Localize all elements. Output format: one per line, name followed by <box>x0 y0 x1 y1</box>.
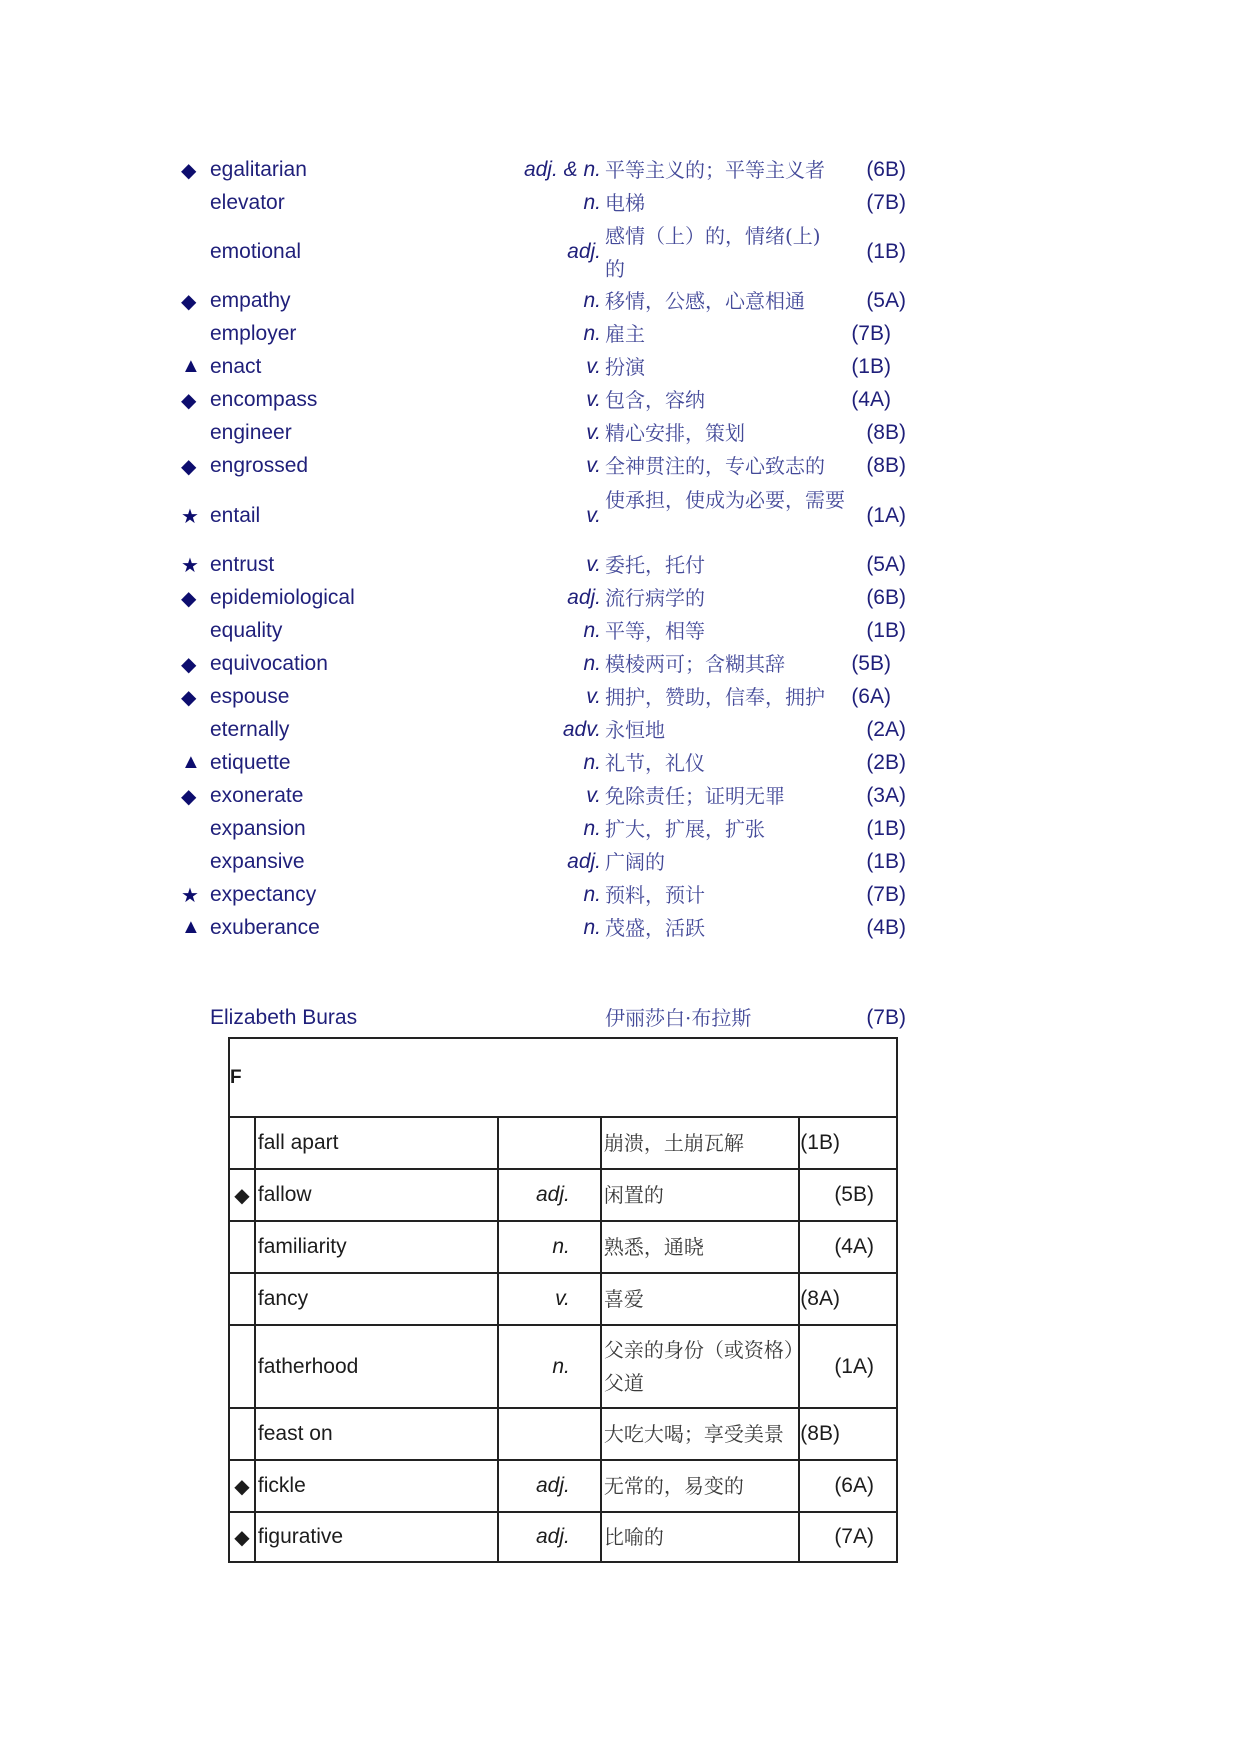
entry-pos: v. <box>586 454 601 477</box>
entry-unit: (6A) <box>799 1460 897 1512</box>
entry-pos: adj. <box>498 1169 601 1221</box>
entry-word: exuberance <box>210 916 320 939</box>
triangle-icon: ▲ <box>181 916 201 938</box>
entry-word: eternally <box>210 718 290 741</box>
entry-unit: (1B) <box>866 850 906 873</box>
entry-unit: (7B) <box>866 883 906 906</box>
entry-translation: 感情（上）的，情绪(上)的 <box>605 224 821 281</box>
entry-unit: (1A) <box>799 1325 897 1408</box>
entry-translation: 扩大，扩展，扩张 <box>605 817 765 841</box>
entry-mark <box>229 1273 255 1325</box>
proper-name-word: Elizabeth Buras <box>210 1006 358 1029</box>
diamond-icon: ◆ <box>181 390 197 412</box>
entry-word: emotional <box>210 240 302 263</box>
entry-translation: 免除责任；证明无罪 <box>605 784 785 808</box>
entry-word: entrust <box>210 553 275 576</box>
table-row <box>229 1221 897 1273</box>
entry-mark <box>229 1221 255 1273</box>
diamond-icon: ◆ <box>181 654 197 676</box>
entry-unit: (4A) <box>799 1221 897 1273</box>
entry-pos: v. <box>586 784 601 807</box>
entry-word: epidemiological <box>210 586 355 609</box>
entry-word: figurative <box>255 1512 498 1562</box>
table-row <box>229 1273 897 1325</box>
entry-word: fickle <box>255 1460 498 1512</box>
entry-word: espouse <box>210 685 290 708</box>
entry-translation: 闲置的 <box>601 1169 799 1221</box>
entry-word: fatherhood <box>255 1325 498 1408</box>
triangle-icon: ▲ <box>181 355 201 377</box>
table-row <box>229 1169 897 1221</box>
entry-pos: adj. & n. <box>523 158 601 181</box>
diamond-icon: ◆ <box>181 687 197 709</box>
vocab-entry <box>0 652 1241 678</box>
entry-translation: 喜爱 <box>601 1273 799 1325</box>
vocab-entry <box>0 751 1241 777</box>
entry-translation: 礼节，礼仪 <box>605 751 705 775</box>
vocab-entry <box>0 289 1241 315</box>
entry-translation: 电梯 <box>605 191 645 215</box>
diamond-icon: ◆ <box>229 1512 255 1562</box>
vocab-entry <box>0 454 1241 480</box>
entry-translation: 茂盛，活跃 <box>605 916 705 940</box>
entry-pos: v. <box>586 388 601 411</box>
vocab-entry <box>0 322 1241 348</box>
entry-mark <box>229 1325 255 1408</box>
entry-translation: 预料，预计 <box>605 883 705 907</box>
entry-pos <box>498 1408 601 1460</box>
table-row <box>229 1117 897 1169</box>
entry-word: equivocation <box>210 652 328 675</box>
vocab-entry <box>0 685 1241 711</box>
entry-translation: 雇主 <box>605 322 645 346</box>
entry-unit: (2B) <box>866 751 906 774</box>
entry-word: elevator <box>210 191 285 214</box>
triangle-icon: ▲ <box>181 751 201 773</box>
entry-pos: v. <box>586 421 601 444</box>
vocab-entry <box>0 586 1241 612</box>
entry-pos: adj. <box>567 240 601 263</box>
f-section-table <box>228 1037 898 1563</box>
entry-translation: 委托，托付 <box>605 553 705 577</box>
vocab-entry <box>0 158 1241 184</box>
entry-unit: (1B) <box>866 619 906 642</box>
entry-unit: (8A) <box>799 1273 897 1325</box>
entry-pos: adv. <box>562 718 601 741</box>
vocab-entry <box>0 488 1241 530</box>
entry-word: entail <box>210 504 261 527</box>
entry-unit: (8B) <box>799 1408 897 1460</box>
star-icon: ★ <box>181 506 199 528</box>
entry-unit: (5B) <box>799 1169 897 1221</box>
vocab-entry <box>0 619 1241 645</box>
entry-translation: 比喻的 <box>601 1512 799 1562</box>
entry-pos: n. <box>583 322 601 345</box>
vocab-entry <box>0 817 1241 843</box>
entry-pos: n. <box>583 191 601 214</box>
table-row <box>229 1325 897 1408</box>
entry-pos: n. <box>583 751 601 774</box>
entry-unit: (7A) <box>799 1512 897 1562</box>
entry-pos: n. <box>583 883 601 906</box>
entry-unit: (1B) <box>866 817 906 840</box>
entry-word: employer <box>210 322 297 345</box>
diamond-icon: ◆ <box>181 291 197 313</box>
entry-pos: n. <box>583 652 601 675</box>
entry-unit: (6B) <box>866 586 906 609</box>
entry-word: expectancy <box>210 883 317 906</box>
entry-pos <box>498 1117 601 1169</box>
proper-name-translation: 伊丽莎白·布拉斯 <box>605 1006 752 1030</box>
entry-pos: adj. <box>498 1460 601 1512</box>
vocab-entry <box>0 355 1241 381</box>
table-row <box>229 1460 897 1512</box>
entry-translation: 平等主义的；平等主义者 <box>605 158 825 182</box>
entry-pos: v. <box>586 553 601 576</box>
entry-pos: n. <box>498 1325 601 1408</box>
entry-unit: (1A) <box>866 504 906 527</box>
diamond-icon: ◆ <box>181 786 197 808</box>
entry-word: feast on <box>255 1408 498 1460</box>
entry-unit: (7B) <box>866 191 906 214</box>
entry-translation: 移情，公感，心意相通 <box>605 289 805 313</box>
entry-unit: (5A) <box>866 553 906 576</box>
entry-translation: 无常的，易变的 <box>601 1460 799 1512</box>
entry-pos: v. <box>586 504 601 527</box>
vocab-entry <box>0 883 1241 909</box>
vocab-entry <box>0 850 1241 876</box>
entry-word: etiquette <box>210 751 291 774</box>
entry-translation: 全神贯注的，专心致志的 <box>605 454 825 478</box>
entry-word: encompass <box>210 388 318 411</box>
entry-unit: (1B) <box>866 240 906 263</box>
entry-unit: (3A) <box>866 784 906 807</box>
entry-translation: 包含，容纳 <box>605 388 705 412</box>
vocab-entry <box>0 553 1241 579</box>
entry-translation: 精心安排，策划 <box>605 421 745 445</box>
entry-translation: 广阔的 <box>605 850 665 874</box>
entry-word: engrossed <box>210 454 309 477</box>
entry-translation: 崩溃，土崩瓦解 <box>601 1117 799 1169</box>
vocab-entry <box>0 388 1241 414</box>
table-row <box>229 1512 897 1562</box>
vocab-entry <box>0 916 1241 942</box>
vocab-entry <box>0 784 1241 810</box>
entry-translation: 大吃大喝；享受美景 <box>601 1408 799 1460</box>
entry-word: equality <box>210 619 283 642</box>
entry-unit: (6A) <box>851 685 891 708</box>
entry-word: enact <box>210 355 262 378</box>
entry-unit: (5B) <box>851 652 891 675</box>
diamond-icon: ◆ <box>229 1460 255 1512</box>
vocab-entry <box>0 421 1241 447</box>
diamond-icon: ◆ <box>181 588 197 610</box>
entry-translation: 永恒地 <box>605 718 665 742</box>
entry-word: expansive <box>210 850 305 873</box>
entry-word: engineer <box>210 421 292 444</box>
entry-word: expansion <box>210 817 306 840</box>
entry-unit: (4A) <box>851 388 891 411</box>
entry-translation: 使承担，使成为必要，需要 <box>605 488 845 512</box>
entry-pos: n. <box>583 619 601 642</box>
entry-unit: (8B) <box>866 454 906 477</box>
entry-unit: (5A) <box>866 289 906 312</box>
entry-pos: v. <box>586 685 601 708</box>
vocab-entry <box>0 224 1241 281</box>
entry-translation: 扮演 <box>605 355 645 379</box>
star-icon: ★ <box>181 555 199 577</box>
vocab-entry <box>0 718 1241 744</box>
entry-translation: 平等，相等 <box>605 619 705 643</box>
entry-word: empathy <box>210 289 291 312</box>
entry-pos: n. <box>583 817 601 840</box>
entry-pos: v. <box>498 1273 601 1325</box>
entry-translation: 父亲的身份（或资格）父道 <box>601 1325 799 1408</box>
diamond-icon: ◆ <box>181 160 197 182</box>
entry-translation: 熟悉，通晓 <box>601 1221 799 1273</box>
entry-pos: n. <box>583 289 601 312</box>
entry-unit: (1B) <box>851 355 891 378</box>
entry-pos: v. <box>586 355 601 378</box>
entry-unit: (4B) <box>866 916 906 939</box>
entry-mark <box>229 1117 255 1169</box>
entry-word: egalitarian <box>210 158 307 181</box>
entry-pos: adj. <box>567 850 601 873</box>
entry-translation: 拥护，赞助，信奉，拥护 <box>605 685 825 709</box>
diamond-icon: ◆ <box>229 1169 255 1221</box>
entry-pos: n. <box>583 916 601 939</box>
entry-pos: adj. <box>498 1512 601 1562</box>
entry-unit: (6B) <box>866 158 906 181</box>
entry-word: exonerate <box>210 784 304 807</box>
proper-name-unit: (7B) <box>866 1006 906 1029</box>
entry-word: fallow <box>255 1169 498 1221</box>
entry-pos: adj. <box>567 586 601 609</box>
section-letter: F <box>229 1038 897 1117</box>
entry-word: fancy <box>255 1273 498 1325</box>
entry-unit: (2A) <box>866 718 906 741</box>
entry-word: familiarity <box>255 1221 498 1273</box>
entry-unit: (8B) <box>866 421 906 444</box>
table-row <box>229 1408 897 1460</box>
entry-translation: 模棱两可；含糊其辞 <box>605 652 785 676</box>
entry-translation: 流行病学的 <box>605 586 705 610</box>
entry-pos: n. <box>498 1221 601 1273</box>
entry-mark <box>229 1408 255 1460</box>
entry-unit: (7B) <box>851 322 891 345</box>
section-header-row <box>229 1038 897 1117</box>
vocab-entry <box>0 191 1241 217</box>
star-icon: ★ <box>181 885 199 907</box>
diamond-icon: ◆ <box>181 456 197 478</box>
entry-unit: (1B) <box>799 1117 897 1169</box>
entry-word: fall apart <box>255 1117 498 1169</box>
